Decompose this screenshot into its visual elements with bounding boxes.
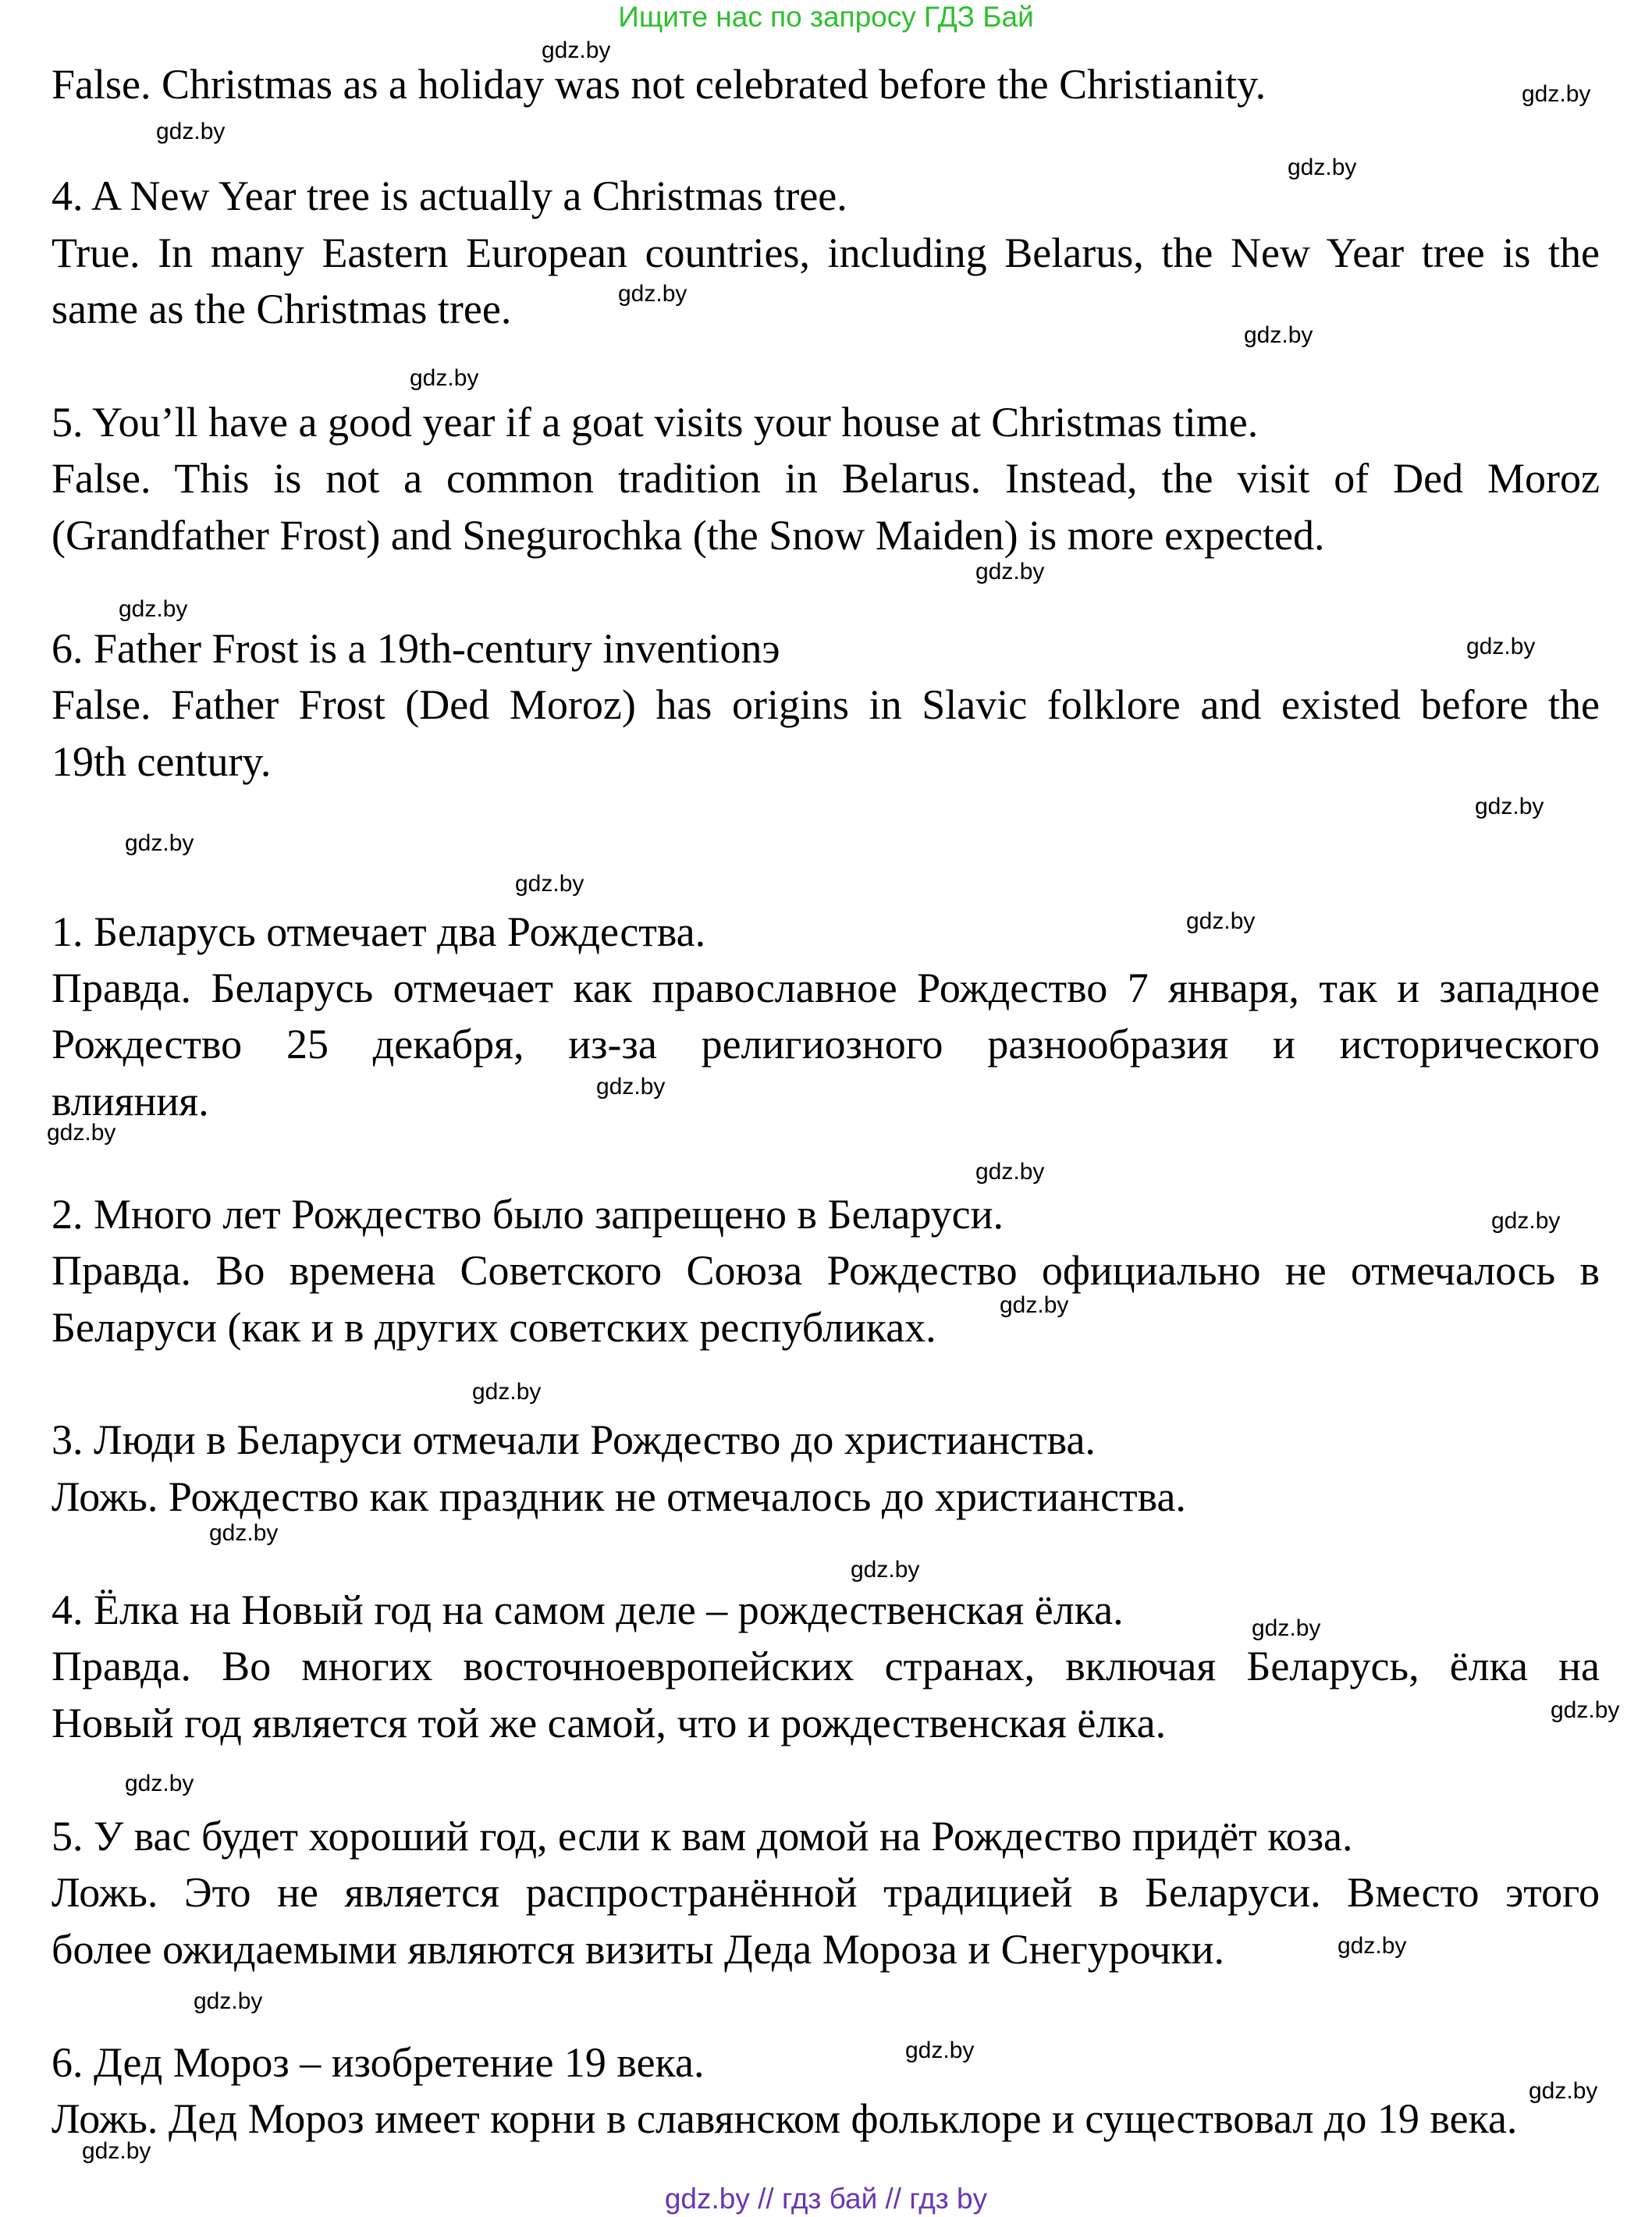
watermark: gdz.by — [1000, 1292, 1069, 1318]
watermark: gdz.by — [905, 2038, 975, 2063]
watermark: gdz.by — [1244, 322, 1313, 348]
watermark: gdz.by — [975, 559, 1045, 584]
text-line: Правда. Во многих восточноевропейских странах, включая Беларусь, ёлка на — [52, 1643, 1600, 1689]
watermark: gdz.by — [1522, 81, 1591, 107]
watermark: gdz.by — [194, 1988, 263, 2014]
text-line: Новый год является той же самой, что и рождественская ёлка. — [52, 1700, 1167, 1746]
watermark: gdz.by — [125, 830, 194, 856]
text-line: Ложь. Дед Мороз имеет корни в славянском фольклоре и существовал до 19 века. — [52, 2095, 1518, 2142]
text-line: 2. Много лет Рождество было запрещено в Беларуси. — [52, 1191, 1004, 1238]
watermark: gdz.by — [119, 596, 188, 622]
text-line: Ложь. Это не является распространённой традицией в Беларуси. Вместо этого — [52, 1869, 1600, 1916]
watermark: gdz.by — [542, 37, 611, 63]
watermark: gdz.by — [472, 1379, 542, 1405]
watermark: gdz.by — [82, 2138, 151, 2164]
watermark: gdz.by — [1529, 2078, 1598, 2104]
text-line: 5. You’ll have a good year if a goat visits your house at Christmas time. — [52, 399, 1259, 446]
text-line: False. Christmas as a holiday was not celebrated before the Christianity. — [52, 61, 1267, 108]
watermark: gdz.by — [125, 1771, 194, 1796]
text-line: 5. У вас будет хороший год, если к вам домой на Рождество придёт коза. — [52, 1813, 1353, 1860]
watermark: gdz.by — [1288, 155, 1357, 180]
text-line: same as the Christmas tree. — [52, 286, 512, 332]
text-line: 6. Дед Мороз – изобретение 19 века. — [52, 2039, 705, 2086]
watermark: gdz.by — [515, 871, 584, 897]
watermark: gdz.by — [1252, 1615, 1321, 1641]
watermark: gdz.by — [1466, 634, 1536, 659]
watermark: gdz.by — [851, 1557, 920, 1583]
watermark: gdz.by — [47, 1120, 116, 1146]
watermark: gdz.by — [209, 1520, 279, 1546]
text-line: Ложь. Рождество как праздник не отмечалось до христианства. — [52, 1473, 1186, 1520]
watermark: gdz.by — [1338, 1933, 1407, 1959]
text-line: 4. A New Year tree is actually a Christmas tree. — [52, 172, 847, 219]
text-line: False. Father Frost (Ded Moroz) has origins in Slavic folklore and existed before the — [52, 681, 1600, 728]
text-line: 3. Люди в Беларуси отмечали Рождество до христианства. — [52, 1416, 1096, 1463]
text-line: 6. Father Frost is a 19th-century inventionэ — [52, 625, 780, 672]
top-banner[interactable]: Ищите нас по запросу ГДЗ Бай — [618, 1, 1034, 33]
watermark: gdz.by — [1491, 1208, 1561, 1234]
text-line: 4. Ёлка на Новый год на самом деле – рождественская ёлка. — [52, 1586, 1124, 1633]
watermark: gdz.by — [156, 119, 226, 144]
text-line: True. In many Eastern European countries, including Belarus, the New Year tree is the — [52, 229, 1600, 276]
text-line: Рождество 25 декабря, из-за религиозного разнообразия и исторического — [52, 1021, 1600, 1068]
watermark: gdz.by — [410, 365, 479, 391]
watermark: gdz.by — [975, 1159, 1045, 1185]
text-line: влияния. — [52, 1078, 209, 1124]
watermark: gdz.by — [1551, 1697, 1620, 1723]
text-line: 19th century. — [52, 738, 272, 785]
text-line: Правда. Беларусь отмечает как православное Рождество 7 января, так и западное — [52, 965, 1600, 1011]
text-line: Правда. Во времена Советского Союза Рождество официально не отмечалось в — [52, 1247, 1600, 1294]
watermark: gdz.by — [1186, 908, 1256, 934]
footer-links[interactable]: gdz.by // гдз бай // гдз by — [664, 2183, 988, 2215]
watermark: gdz.by — [596, 1074, 666, 1100]
text-line: False. This is not a common tradition in Belarus. Instead, the visit of Ded Moroz — [52, 455, 1600, 502]
text-line: 1. Беларусь отмечает два Рождества. — [52, 908, 706, 955]
watermark: gdz.by — [618, 281, 687, 307]
text-line: (Grandfather Frost) and Snegurochka (the Snow Maiden) is more expected. — [52, 512, 1325, 559]
text-line: Беларуси (как и в других советских республиках. — [52, 1304, 936, 1351]
text-line: более ожидаемыми являются визиты Деда Мороза и Снегурочки. — [52, 1926, 1225, 1973]
watermark: gdz.by — [1475, 794, 1544, 819]
